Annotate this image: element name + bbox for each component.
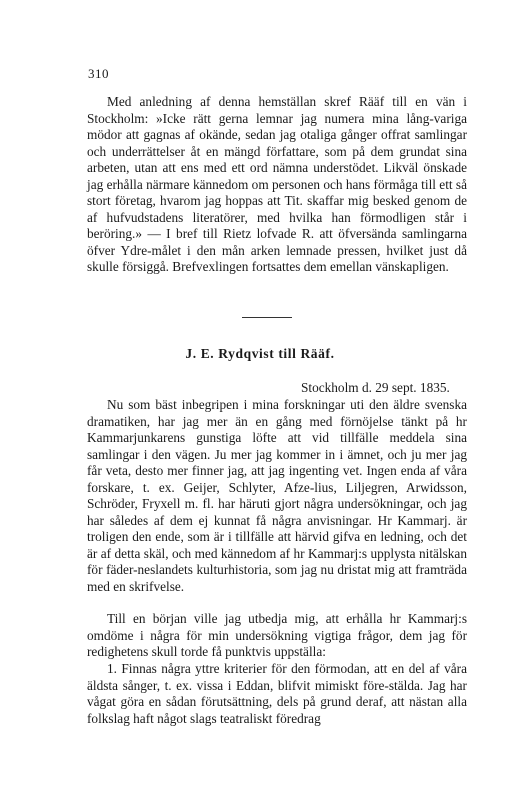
letter-paragraph-1: Nu som bäst inbegripen i mina forskningar uti den äldre svenska dramatiken, har jag mer än en gång med förnöjelse tänkt på hr Kammarjunkarens gunstiga löfte att vid tillfälle meddela sina samlingar i den vägen. Ju mer jag kommer in i ämnet, och ju mer jag får veta, desto mer finner jag, att jag ingenting vet. Ingen enda af våra forskare, t. ex. Geijer, Schlyter, Afze-lius, Liljegren, Arwidsson, Schröder, Fryxell m. fl. har häruti gjort några undersökningar, och jag har således af dem ej kunnat få några anvisningar. Hr Kammarj. är troligen den ende, som är i tillfälle att härvid gifva en ledning, och det är af detta skäl, och med kännedom af hr Kammarj:s upplysta nitälskan för fäder-neslandets kulturhistoria, som jag nu dristat mig att framträda med en skrifvelse. (87, 397, 467, 594)
letter-paragraph-3: 1. Finnas några yttre kriterier för den förmodan, att en del af våra äldsta sånger, t. ex. vissa i Eddan, blifvit mimiskt före-stälda. Jag har vågat göra en sådan förutsättning, dels på grund deraf, att nästan alla folkslag haft något slags teatraliskt föredrag (87, 661, 467, 726)
section-divider (242, 317, 292, 318)
letter-body-paragraph-1-block (87, 397, 467, 595)
page-number: 310 (88, 66, 109, 81)
letter-paragraph-2: Till en början ville jag utbedja mig, att erhålla hr Kammarj:s omdöme i några för min undersökning vigtiga frågor, dem jag för redighetens skull torde få punktvis uppställa: (87, 611, 467, 659)
intro-section (87, 94, 467, 276)
letter-body-paragraph-2-block (87, 611, 467, 661)
letter-body-paragraph-3-block (87, 661, 467, 727)
intro-paragraph: Med anledning af denna hemställan skref Rääf till en vän i Stockholm: »Icke rätt gerna lemnar jag numera mina lång-variga mödor att gagnas af okände, sedan jag otaliga gånger offrat samlingar och underrättelser åt en mängd författare, som på dem grundat sina arbeten, utan att ens med ett ord nämna understödet. Likväl önskade jag erhålla närmare kännedom om personen och hans förmåga till ett så stort företag, hvarom jag hoppas att Tit. skaffar mig besked genom de af hufvudstadens literatörer, med hvilka han förmodligen står i beröring.» — I bref till Rietz lofvade R. att öfversända samlingarna öfver Ydre-målet i den mån arken lemnade pressen, hvilket just då skulle försiggå. Brefvexlingen fortsattes dem emellan vänskapligen. (87, 94, 467, 274)
letter-dateline: Stockholm d. 29 sept. 1835. (301, 380, 450, 395)
letter-title: J. E. Rydqvist till Rääf. (185, 346, 335, 361)
